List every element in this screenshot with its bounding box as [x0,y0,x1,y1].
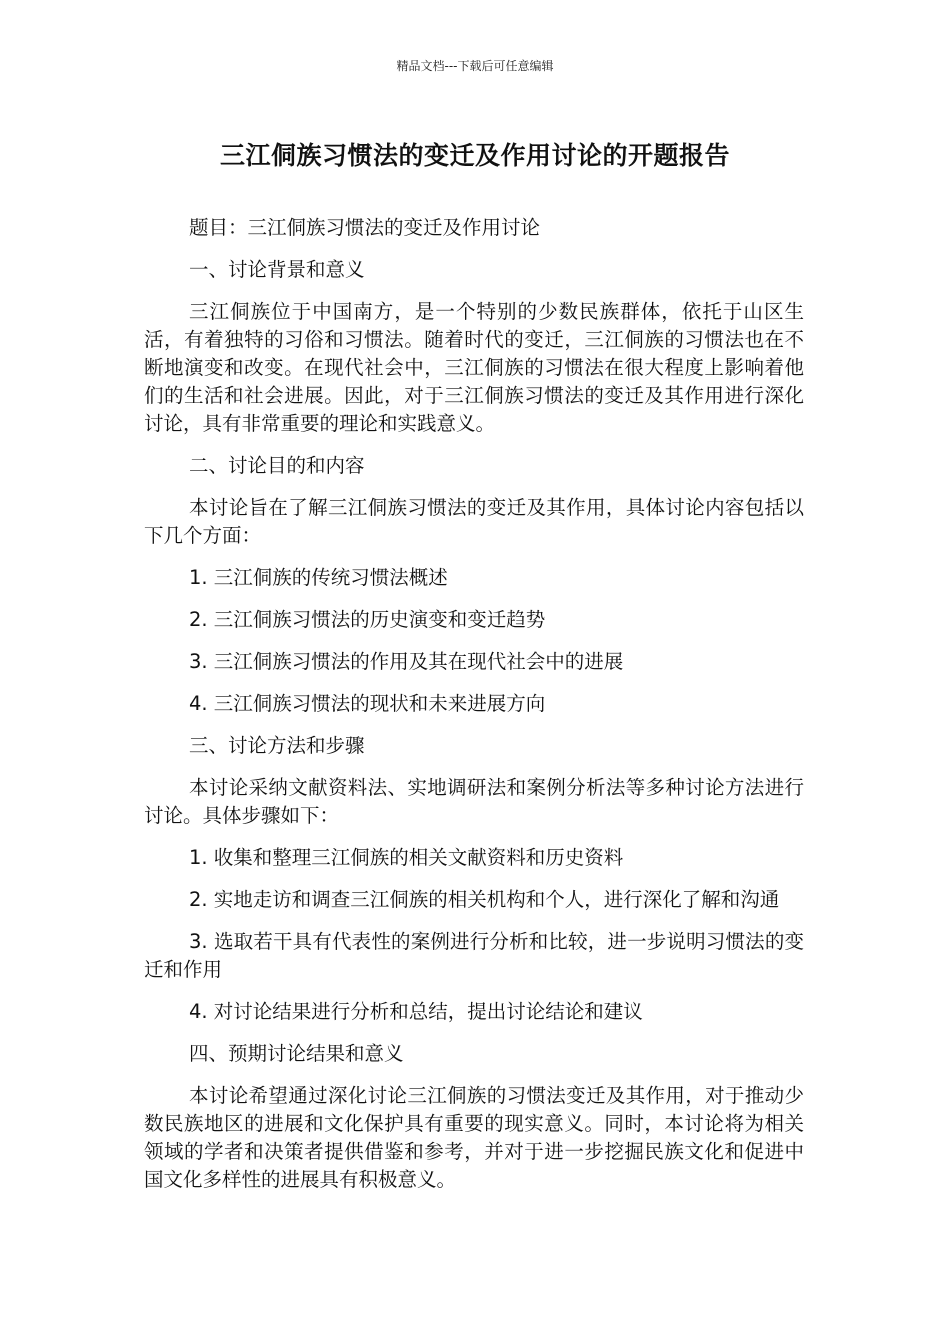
subject-line: 题目：三江侗族习惯法的变迁及作用讨论 [189,216,541,239]
list-item: 1. 收集和整理三江侗族的相关文献资料和历史资料 [189,846,624,869]
page-header: 精品文档---下载后可任意编辑 [396,59,554,73]
body-paragraph: 本讨论采纳文献资料法、实地调研法和案例分析法等多种讨论方法进行讨论。具体步骤如下： [144,776,804,827]
section-heading: 二、讨论目的和内容 [189,454,365,477]
body-paragraph: 本讨论旨在了解三江侗族习惯法的变迁及其作用，具体讨论内容包括以下几个方面： [144,496,804,547]
list-item: 1. 三江侗族的传统习惯法概述 [189,566,448,589]
section-heading: 三、讨论方法和步骤 [189,734,365,757]
section-heading: 四、预期讨论结果和意义 [189,1042,404,1065]
body-paragraph: 本讨论希望通过深化讨论三江侗族的习惯法变迁及其作用，对于推动少数民族地区的进展和文化保护具有重要的现实意义。同时，本讨论将为相关领域的学者和决策者提供借鉴和参考，并对于进一步挖掘民族文化和促进中国文化多样性的进展具有积极意义。 [144,1084,804,1191]
list-item: 4. 对讨论结果进行分析和总结，提出讨论结论和建议 [189,1000,643,1023]
list-item: 3. 选取若干具有代表性的案例进行分析和比较，进一步说明习惯法的变迁和作用 [144,930,804,981]
list-item: 2. 实地走访和调查三江侗族的相关机构和个人，进行深化了解和沟通 [189,888,780,911]
body-paragraph: 三江侗族位于中国南方，是一个特别的少数民族群体，依托于山区生活，有着独特的习俗和习惯法。随着时代的变迁，三江侗族的习惯法也在不断地演变和改变。在现代社会中，三江侗族的习惯法在很大程度上影响着他们的生活和社会进展。因此，对于三江侗族习惯法的变迁及其作用进行深化讨论，具有非常重要的理论和实践意义。 [144,300,804,435]
section-heading: 一、讨论背景和意义 [189,258,365,281]
list-item: 3. 三江侗族习惯法的作用及其在现代社会中的进展 [189,650,624,673]
list-item: 2. 三江侗族习惯法的历史演变和变迁趋势 [189,608,546,631]
document-title: 三江侗族习惯法的变迁及作用讨论的开题报告 [219,141,730,170]
document-body [144,214,804,1208]
list-item: 4. 三江侗族习惯法的现状和未来进展方向 [189,692,546,715]
